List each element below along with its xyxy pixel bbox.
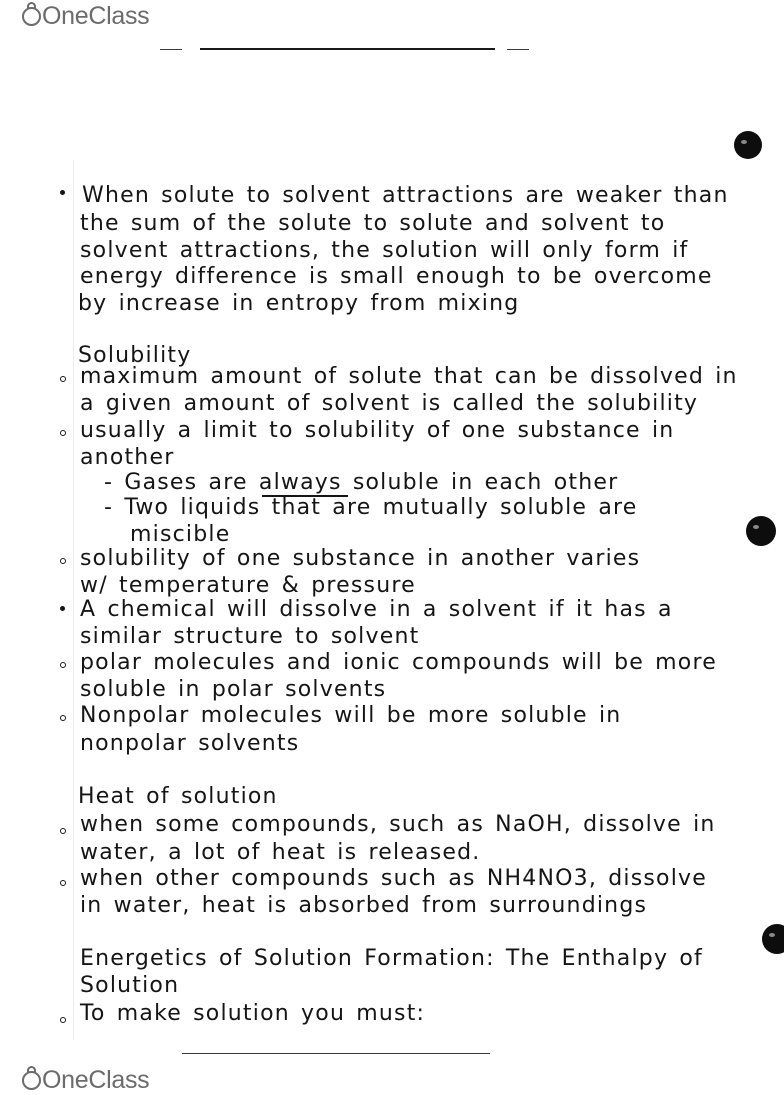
oneclass-logo-text: OneClass [42, 2, 150, 30]
header-rule [200, 48, 495, 50]
oneclass-logo-top [22, 2, 149, 31]
note-line: water, a lot of heat is released. [80, 840, 481, 865]
note-line: nonpolar solvents [80, 731, 300, 756]
note-subline: - Two liquids that are mutually soluble are [104, 495, 638, 520]
note-subline: - Gases are always soluble in each other [104, 470, 619, 495]
notebook-margin-line [73, 160, 74, 1040]
note-line: by increase in entropy from mixing [78, 291, 520, 316]
punch-hole-middle [746, 516, 776, 546]
bullet-circle [60, 1017, 66, 1023]
note-subline: miscible [130, 522, 231, 547]
punch-hole-bottom [762, 924, 784, 954]
section-heading-solubility: Solubility [78, 343, 192, 368]
section-heading-energetics: Solution [80, 973, 180, 998]
note-line: soluble in polar solvents [80, 677, 387, 702]
note-line: polar molecules and ionic compounds will be more [80, 650, 717, 675]
note-line: similar structure to solvent [80, 624, 420, 649]
bullet-circle [60, 828, 66, 834]
section-heading-energetics: Energetics of Solution Formation: The Enthalpy of [80, 946, 703, 971]
note-line: Nonpolar molecules will be more soluble in [80, 703, 622, 728]
bullet-dot [60, 190, 65, 195]
bullet-circle [60, 715, 66, 721]
punch-hole-top [734, 131, 762, 159]
bullet-dot [60, 606, 65, 611]
note-line: usually a limit to solubility of one substance in [80, 418, 675, 443]
note-line: maximum amount of solute that can be dissolved in [80, 364, 738, 389]
bullet-circle [60, 430, 66, 436]
oneclass-logo-text: OneClass [42, 1066, 150, 1094]
note-line: the sum of the solute to solute and solvent to [80, 211, 666, 236]
footer-rule [182, 1053, 490, 1054]
bullet-circle [60, 558, 66, 564]
bullet-circle [60, 880, 66, 886]
note-line: To make solution you must: [80, 1001, 426, 1026]
note-line: when some compounds, such as NaOH, dissolve in [80, 812, 716, 837]
note-line: energy difference is small enough to be overcome [80, 264, 713, 289]
note-line: solvent attractions, the solution will only form if [80, 238, 689, 263]
oneclass-logo-icon [22, 1071, 41, 1090]
bullet-circle [60, 662, 66, 668]
bullet-circle [60, 376, 66, 382]
note-line: a given amount of solvent is called the solubility [80, 391, 699, 416]
oneclass-logo-icon [22, 7, 41, 26]
header-rule-left [160, 49, 182, 50]
note-line: w/ temperature & pressure [80, 573, 416, 598]
note-line: When solute to solvent attractions are weaker than [82, 183, 729, 208]
section-heading-heat-of-solution: Heat of solution [78, 784, 278, 809]
note-line: A chemical will dissolve in a solvent if it has a [80, 597, 673, 622]
note-line: when other compounds such as NH4NO3, dissolve [80, 866, 707, 891]
note-line: another [80, 445, 175, 470]
oneclass-logo-bottom [22, 1066, 149, 1095]
note-line: solubility of one substance in another varies [80, 546, 641, 571]
header-rule-right [507, 49, 529, 50]
note-line: in water, heat is absorbed from surroundings [80, 893, 648, 918]
